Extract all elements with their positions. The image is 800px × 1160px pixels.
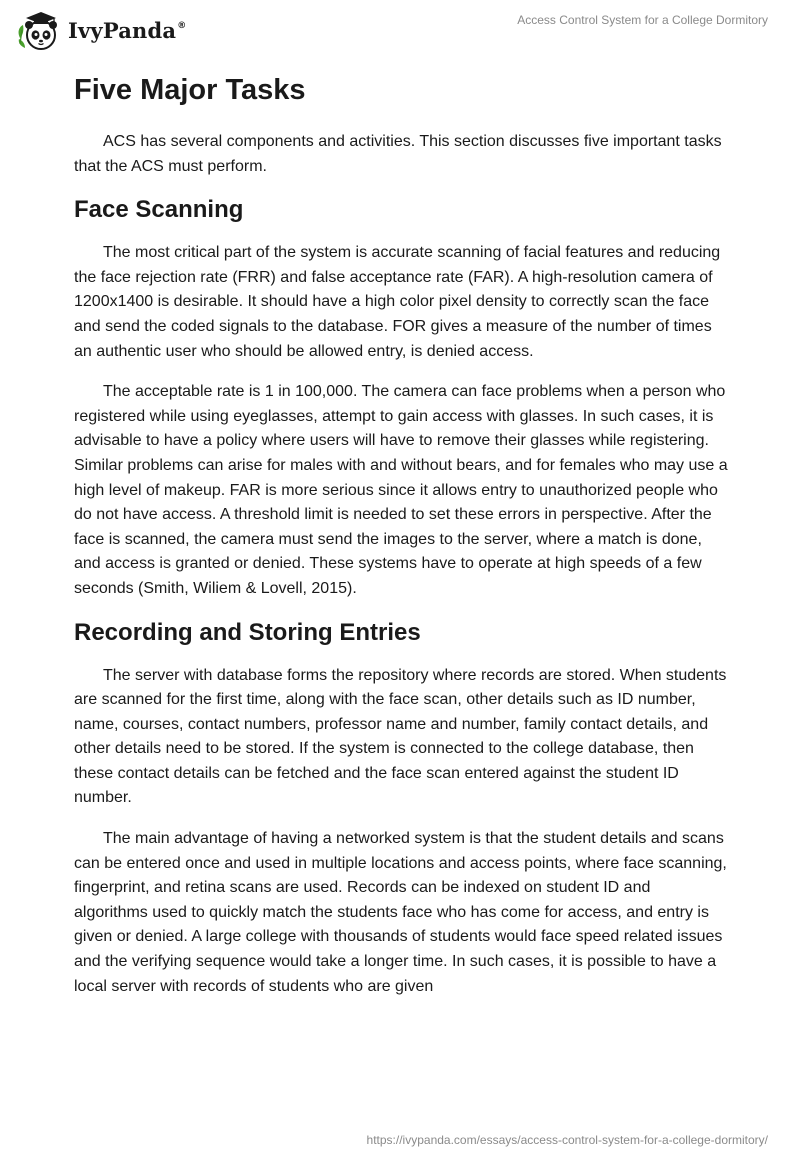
- panda-graduate-icon: [16, 8, 62, 52]
- article-title: Five Major Tasks: [74, 74, 306, 106]
- page-header: [0, 0, 800, 60]
- intro-paragraph: ACS has several components and activities. This section discusses five important tasks that the ACS must perform.: [74, 133, 722, 175]
- logo-wordmark: IvyPanda®: [68, 17, 187, 43]
- ivypanda-logo[interactable]: [16, 8, 186, 52]
- paragraph: The main advantage of having a networked system is that the student details and scans can be entered once and used in multiple locations and access points, where face scanning, fingerprint, and retina scans are used. Records can be indexed on student ID and algorithms used to quickly match the students face who has come for access, and entry is given or denied. A large college with thousands of students would face speed related issues and the verifying sequence would take a longer time. In such cases, it is possible to have a local server with records of students who are given: [74, 830, 727, 995]
- document-title: Access Control System for a College Dormitory: [517, 13, 768, 27]
- section-heading-recording-storing: Recording and Storing Entries: [74, 618, 421, 646]
- section-heading-face-scanning: Face Scanning: [74, 196, 244, 224]
- source-url-link[interactable]: https://ivypanda.com/essays/access-control-system-for-a-college-dormitory/: [366, 1133, 768, 1147]
- paragraph: The most critical part of the system is accurate scanning of facial features and reducing the face rejection rate (FRR) and false acceptance rate (FAR). A high-resolution camera of 1200x1400 is desirable. It should have a high color pixel density to correctly scan the face and send the coded signals to the database. FOR gives a measure of the number of times an authentic user who should be allowed entry, is denied access.: [74, 244, 721, 360]
- paragraph: The acceptable rate is 1 in 100,000. The camera can face problems when a person who registered while using eyeglasses, attempt to gain access with glasses. In such cases, it is advisable to have a policy where users will have to remove their glasses while registering. Similar problems can arise for males with and without bears, and for females who may use a high level of makeup. FAR is more serious since it allows entry to unauthorized people who do not have access. A threshold limit is needed to set these errors in perspective. After the face is scanned, the camera must send the images to the server, where a match is done, and access is granted or denied. These systems have to operate at high speeds of a few seconds (Smith, Wiliem & Lovell, 2015).: [74, 383, 728, 597]
- article-body: [74, 72, 728, 1015]
- paragraph: The server with database forms the repository where records are stored. When students are scanned for the first time, along with the face scan, other details such as ID number, name, courses, contact numbers, professor name and number, family contact details, and other details need to be stored. If the system is connected to the college database, then these contact details can be fetched and the face scan entered against the student ID number.: [74, 666, 727, 807]
